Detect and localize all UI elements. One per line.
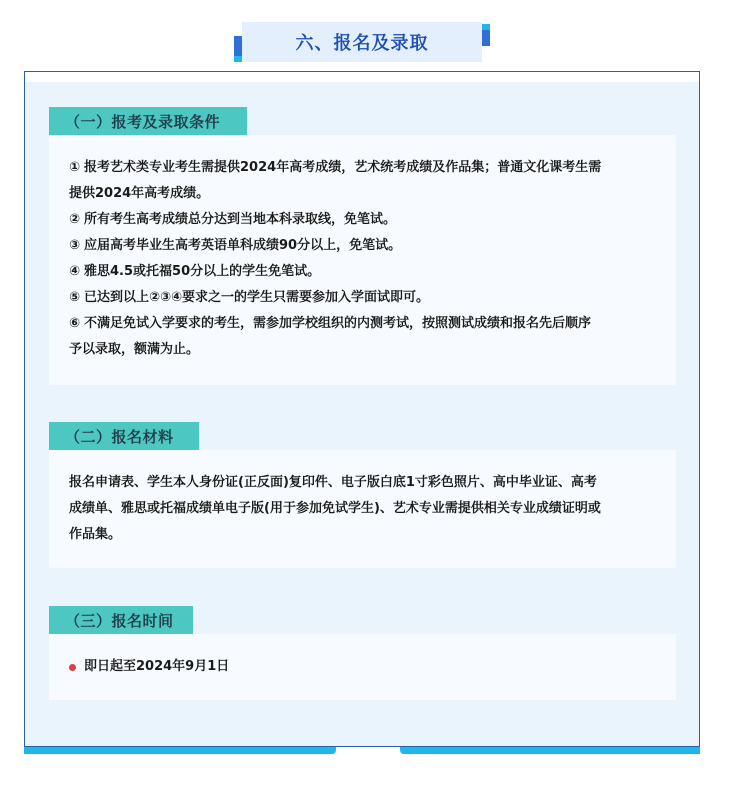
materials-line-2: 成绩单、雅思或托福成绩单电子版(用于参加免试学生)、艺术专业需提供相关专业成绩证明或 <box>69 501 601 516</box>
condition-item-4: ④ 雅思4.5或托福50分以上的学生免笔试。 <box>69 264 321 279</box>
section-box-materials <box>49 450 676 568</box>
condition-item-5: ⑤ 已达到以上②③④要求之一的学生只需要参加入学面试即可。 <box>69 290 430 305</box>
red-dot-icon <box>69 664 76 671</box>
materials-line-1: 报名申请表、学生本人身份证(正反面)复印件、电子版白底1寸彩色照片、高中毕业证、高考 <box>69 475 597 490</box>
section-label-conditions: （一）报考及录取条件 <box>49 107 247 135</box>
section-box-time <box>49 634 676 700</box>
frame-bottom-strip-left <box>24 747 336 754</box>
frame-top-gap <box>25 72 699 82</box>
condition-item-3: ③ 应届高考毕业生高考英语单科成绩90分以上，免笔试。 <box>69 238 402 253</box>
registration-period: 即日起至2024年9月1日 <box>84 659 230 674</box>
time-bullet-row <box>69 654 656 680</box>
condition-item-1: ① 报考艺术类专业考生需提供2024年高考成绩，艺术统考成绩及作品集；普通文化课考生需 <box>69 160 602 175</box>
section-title-banner <box>234 20 490 64</box>
materials-line-3: 作品集。 <box>69 527 122 542</box>
condition-item-6-cont: 予以录取，额满为止。 <box>69 342 200 357</box>
condition-item-2: ② 所有考生高考成绩总分达到当地本科录取线，免笔试。 <box>69 212 397 227</box>
condition-item-6: ⑥ 不满足免试入学要求的考生，需参加学校组织的内测考试，按照测试成绩和报名先后顺序 <box>69 316 592 331</box>
frame-bottom-strip-right <box>400 747 700 754</box>
section-box-conditions <box>49 135 676 385</box>
condition-item-1-cont: 提供2024年高考成绩。 <box>69 186 210 201</box>
section-label-time: （三）报名时间 <box>49 606 193 634</box>
section-label-materials: （二）报名材料 <box>49 422 199 450</box>
title-box <box>242 22 482 62</box>
page-title: 六、报名及录取 <box>295 33 429 54</box>
